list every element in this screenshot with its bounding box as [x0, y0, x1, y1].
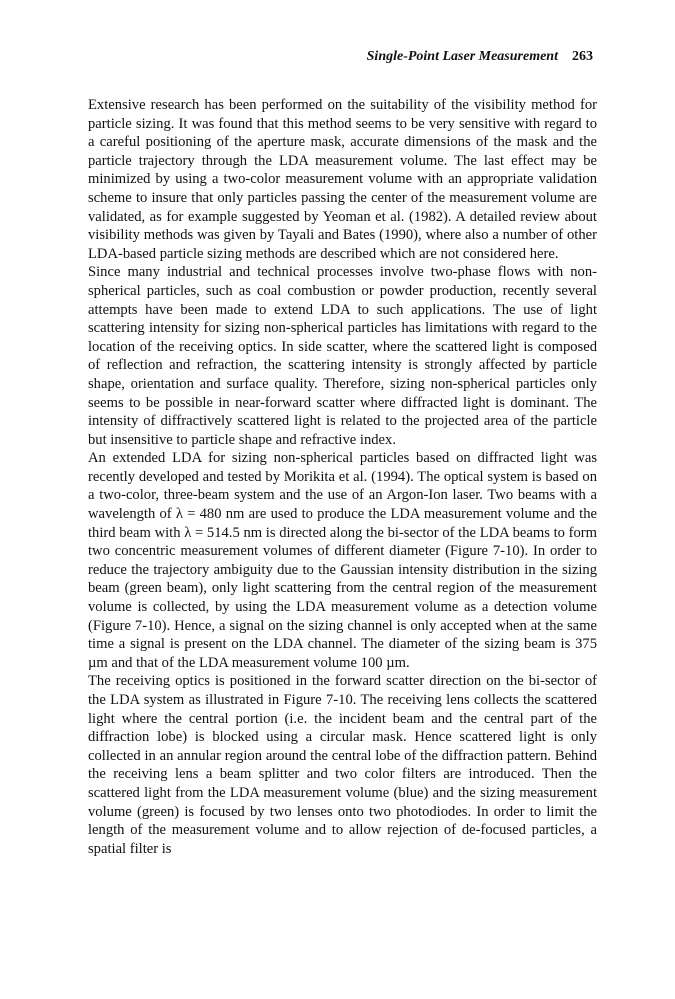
running-head-title: Single-Point Laser Measurement: [366, 49, 558, 64]
paragraph-non-spherical-particles: Since many industrial and technical processes involve two-phase flows with non-spherical particles, such as coal combustion or powder production, recently several attempts have been made to extend LDA to such applications. The use of light scattering intensity for sizing non-spherical particles has limitations with regard to the location of the receiving optics. In side scatter, where the scattered light is composed of reflection and refraction, the scattering intensity is strongly affected by particle shape, orientation and surface quality. Therefore, sizing non-spherical particles only seems to be possible in near-forward scatter where diffracted light is dominant. The intensity of diffractively scattered light is related to the projected area of the particle but insensitive to particle shape and refractive index.: [88, 264, 597, 448]
body-text: [88, 96, 597, 858]
page-number: 263: [572, 49, 593, 64]
paragraph-receiving-optics: The receiving optics is positioned in the forward scatter direction on the bi-sector of the LDA system as illustrated in Figure 7-10. The receiving lens collects the scattered light where the central portion (i.e. the incident beam and the central part of the diffraction lobe) is blocked using a circular mask. Hence scattered light is only collected in an annular region around the central lobe of the diffraction pattern. Behind the receiving lens a beam splitter and two color filters are introduced. Then the scattered light from the LDA measurement volume (blue) and the sizing measurement volume (green) is focused by two lenses onto two photodiodes. In order to limit the length of the measurement volume and to allow rejection of de-focused particles, a spatial filter is: [88, 673, 597, 857]
running-head: [88, 49, 593, 65]
paragraph-extended-lda: An extended LDA for sizing non-spherical particles based on diffracted light was recently developed and tested by Morikita et al. (1994). The optical system is based on a two-color, three-beam system and the use of an Argon-Ion laser. Two beams with a wavelength of λ = 480 nm are used to produce the LDA measurement volume and the third beam with λ = 514.5 nm is directed along the bi-sector of the LDA beams to form two concentric measurement volumes of different diameter (Figure 7-10). In order to reduce the trajectory ambiguity due to the Gaussian intensity distribution in the sizing beam (green beam), only light scattering from the central region of the measurement volume is collected, by using the LDA measurement volume as a detection volume (Figure 7-10). Hence, a signal on the sizing channel is only accepted when at the same time a signal is present on the LDA channel. The diameter of the sizing beam is 375 µm and that of the LDA measurement volume 100 µm.: [88, 450, 597, 671]
paragraph-visibility-method: Extensive research has been performed on the suitability of the visibility method for particle sizing. It was found that this method seems to be very sensitive with regard to a careful positioning of the aperture mask, accurate dimensions of the mask and the particle trajectory through the LDA measurement volume. The last effect may be minimized by using a two-color measurement volume with an appropriate validation scheme to insure that only particles passing the center of the measurement volume are validated, as for example suggested by Yeoman et al. (1982). A detailed review about visibility methods was given by Tayali and Bates (1990), where also a number of other LDA-based particle sizing methods are described which are not considered here.: [88, 97, 597, 262]
